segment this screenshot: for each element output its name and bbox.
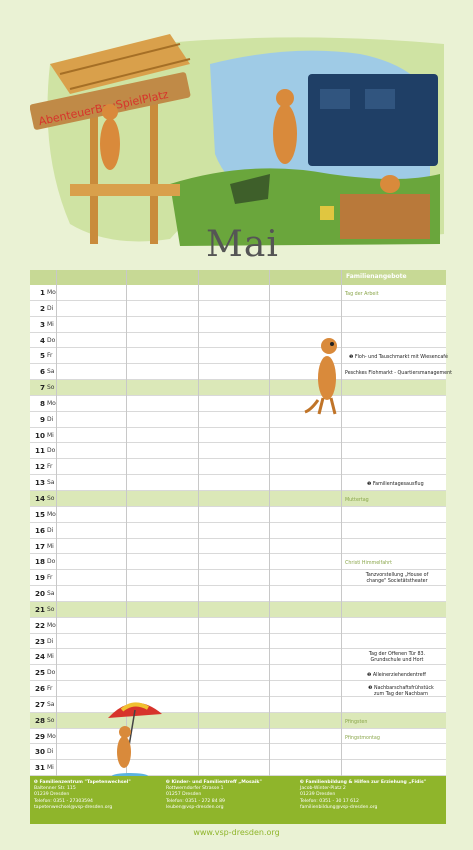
weekday-label: So: [47, 605, 55, 613]
day-row: [30, 412, 446, 428]
calendar-grid: [30, 270, 453, 776]
weekday-label: Di: [47, 748, 54, 756]
footer-title: ❶ Familienzentrum "Tapetenwechsel": [34, 780, 131, 785]
footer-title: ❸ Familienbildung & Hilfen zur Erziehung „Fidis": [300, 780, 427, 785]
day-number: 28: [34, 715, 45, 725]
footer-contact-1: [34, 780, 131, 811]
footer-contacts: [30, 776, 446, 824]
footer-contact-2: [166, 780, 262, 811]
day-number: 14: [34, 493, 45, 503]
day-row: [30, 317, 446, 333]
weekday-label: Sa: [47, 479, 55, 487]
weekday-label: Mi: [47, 320, 54, 328]
day-number: 31: [34, 763, 45, 773]
weekday-label: Mi: [47, 431, 54, 439]
meerkat-illustration: [303, 332, 349, 416]
day-row: [30, 586, 446, 602]
day-number: 9: [39, 414, 45, 424]
day-number: 2: [39, 303, 45, 313]
footer-line: Telefon: 0351 - 27303594: [34, 798, 93, 804]
weekday-label: So: [47, 494, 55, 502]
weekday-label: Fr: [47, 352, 53, 360]
day-number: 8: [39, 398, 45, 408]
weekday-label: Di: [47, 526, 54, 534]
weekday-label: Do: [47, 558, 56, 566]
footer-contact-3: [300, 780, 426, 811]
note-tanz: Tanzvorstellung „House of change" Societätstheater: [365, 573, 429, 584]
website-link[interactable]: www.vsp-dresden.org: [193, 828, 280, 837]
day-number: 22: [34, 620, 45, 630]
weekday-label: Mi: [47, 764, 54, 772]
weekday-label: Do: [47, 336, 56, 344]
day-row: [30, 618, 446, 634]
day-number: 3: [39, 319, 45, 329]
note-himmelfahrt: Christi Himmelfahrt: [345, 561, 393, 566]
day-number: 27: [34, 699, 45, 709]
day-number: 15: [34, 509, 45, 519]
note-offene-tuer: Tag der Offenen Tür 83. Grundschule und Hort: [368, 652, 426, 663]
day-row: [30, 634, 446, 650]
day-number: 17: [34, 541, 45, 551]
note-flohmarkt: Peschkes Flohmarkt - Quartiersmanagement: [345, 371, 453, 376]
day-row: [30, 443, 446, 459]
day-row: [30, 301, 446, 317]
day-number: 10: [34, 430, 45, 440]
garden-bed: [340, 194, 430, 239]
weekday-label: Di: [47, 304, 54, 312]
weekday-label: Mo: [47, 289, 56, 296]
day-row: [30, 285, 446, 301]
footer-line: Rottwerndorfer Strasse 1: [166, 786, 224, 792]
umbrella-meerkat-illustration: [104, 696, 168, 780]
note-nachbarschaft: ❸ Nachbarschaftsfrühstück zum Tag der Nachbarn: [368, 686, 434, 697]
day-row: [30, 697, 446, 713]
weekday-label: Sa: [47, 590, 55, 598]
meerkat-figure: [273, 104, 297, 164]
weekday-label: Di: [47, 415, 54, 423]
note-alleinerziehend: ❷ Alleinerziehendentreff: [367, 673, 426, 678]
day-number: 30: [34, 747, 45, 757]
day-number: 20: [34, 589, 45, 599]
day-number: 24: [34, 652, 45, 662]
weekday-label: Do: [47, 669, 56, 677]
weekday-label: Fr: [47, 574, 53, 582]
footer-line: 01239 Dresden: [34, 792, 70, 798]
day-number: 23: [34, 636, 45, 646]
weekday-label: Di: [47, 637, 54, 645]
footer-email[interactable]: tapetenwechsel@vsp-dresden.org: [34, 804, 113, 810]
divider: [198, 270, 199, 776]
weekday-label: Mo: [47, 732, 56, 740]
weekday-label: Sa: [47, 368, 55, 376]
day-number: 25: [34, 668, 45, 678]
day-number: 4: [39, 335, 45, 345]
divider: [269, 270, 270, 776]
day-number: 21: [34, 604, 45, 614]
day-number: 12: [34, 462, 45, 472]
weekday-label: Sa: [47, 700, 55, 708]
footer-line: 01239 Dresden: [300, 792, 336, 798]
day-number: 5: [39, 351, 45, 361]
day-row: [30, 380, 446, 396]
day-row: [30, 602, 446, 618]
weekday-label: So: [47, 384, 55, 392]
grid-header: [30, 270, 446, 285]
footer-email[interactable]: leuben@vsp-dresden.org: [166, 804, 224, 810]
weekday-label: Fr: [47, 463, 53, 471]
month-title: Mai: [206, 224, 279, 265]
day-number: 16: [34, 525, 45, 535]
footer-line: Telefon: 0351 - 272 84 89: [166, 798, 225, 804]
day-row: [30, 539, 446, 555]
footer-title: ❷ Kinder- und Familientreff „Mosaik": [166, 780, 262, 785]
day-number: 1: [39, 288, 45, 297]
day-number: 29: [34, 731, 45, 741]
note-familientages: ❶ Familientagesausflug: [367, 482, 424, 487]
day-row: [30, 760, 446, 776]
day-row: [30, 396, 446, 412]
weekday-label: Mo: [47, 510, 56, 518]
day-row: [30, 713, 446, 729]
day-row: [30, 729, 446, 745]
footer-line: Telefon: 0351 - 30 17 612: [300, 798, 359, 804]
note-pfingsten: Pfingsten: [345, 720, 368, 725]
day-row: [30, 507, 446, 523]
footer-email[interactable]: familienbildung@vsp-dresden.org: [300, 804, 378, 810]
day-row: [30, 459, 446, 475]
footer-line: Baltenner Str. 115: [34, 786, 76, 792]
day-number: 6: [39, 367, 45, 377]
day-number: 7: [39, 383, 45, 393]
header-illustration: [30, 34, 444, 248]
weekday-label: Mi: [47, 653, 54, 661]
note-pfingstmontag: Pfingstmontag: [345, 736, 380, 741]
day-number: 18: [34, 557, 45, 567]
day-number: 13: [34, 478, 45, 488]
weekday-label: So: [47, 716, 55, 724]
weekday-label: Fr: [47, 685, 53, 693]
header-label: Familienangebote: [346, 273, 407, 280]
day-row: [30, 523, 446, 539]
footer-line: Jacob-Winter-Platz 2: [300, 786, 346, 792]
caravan: [308, 74, 438, 166]
day-row: [30, 333, 446, 349]
weekday-label: Mo: [47, 621, 56, 629]
weekday-label: Mo: [47, 399, 56, 407]
day-number: 19: [34, 573, 45, 583]
note-tag-der-arbeit: Tag der Arbeit: [345, 292, 379, 297]
weekday-label: Mi: [47, 542, 54, 550]
day-number: 11: [34, 446, 45, 456]
day-row: [30, 744, 446, 760]
divider: [56, 270, 57, 776]
footer-line: 01257 Dresden: [166, 792, 202, 798]
weekday-label: Do: [47, 447, 56, 455]
day-row: [30, 491, 446, 507]
note-floh: ❶ Floh- und Tauschmarkt mit Wiesencafé: [349, 355, 448, 360]
note-muttertag: Muttertag: [345, 498, 369, 503]
day-number: 26: [34, 684, 45, 694]
day-row: [30, 428, 446, 444]
